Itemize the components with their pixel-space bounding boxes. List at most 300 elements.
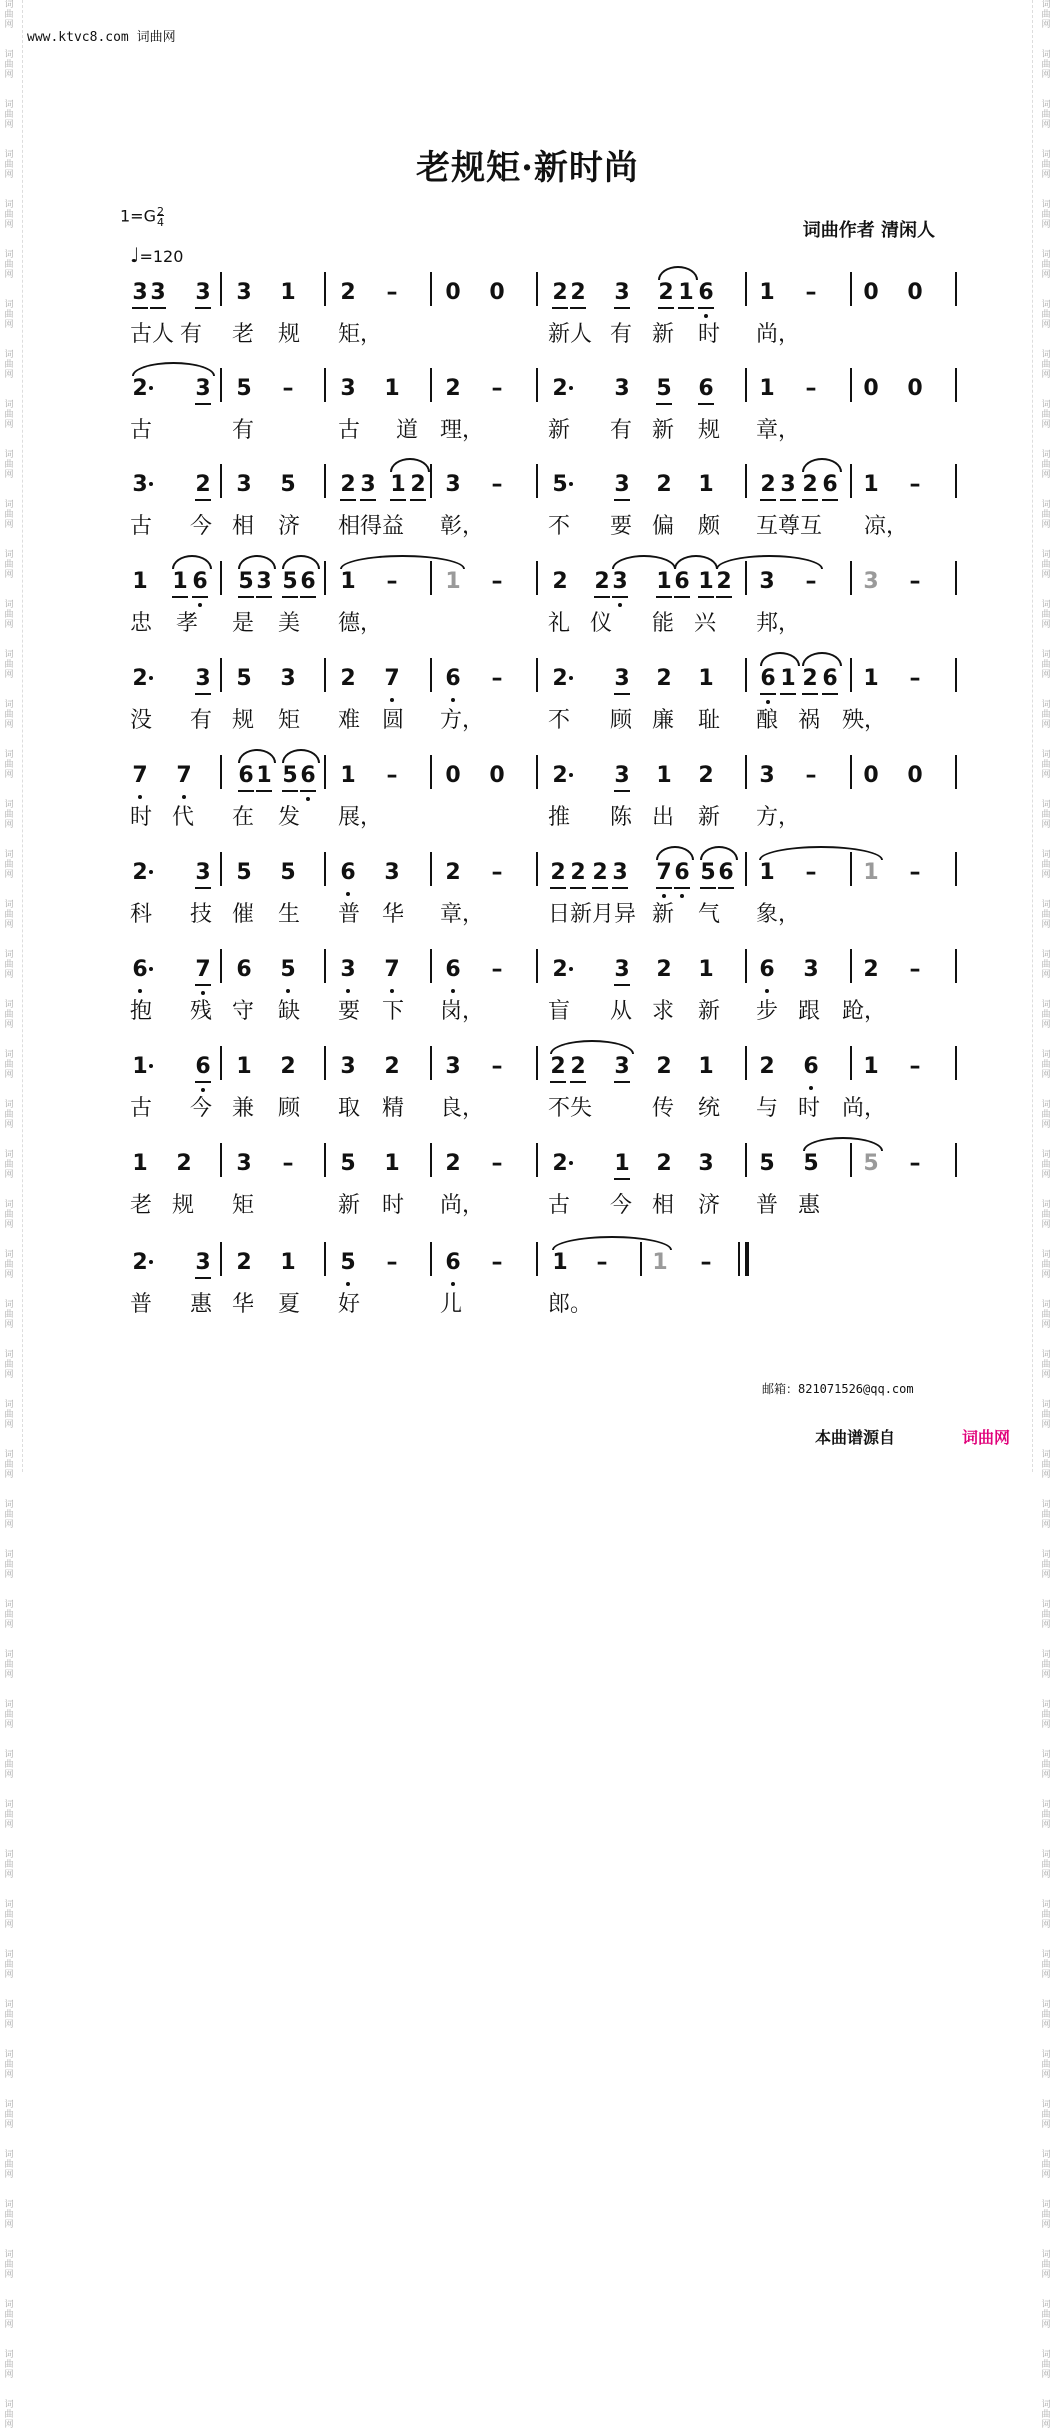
bar-line xyxy=(850,464,852,498)
note: 1 xyxy=(280,1250,296,1275)
note: 3 xyxy=(340,1054,356,1079)
lyric: 传 xyxy=(652,1096,675,1121)
lyric: 祸 xyxy=(798,708,821,733)
note: – xyxy=(805,376,817,401)
note: 6 xyxy=(235,763,257,789)
note: 7 xyxy=(173,763,195,789)
note: 2 xyxy=(552,376,568,401)
bar-line xyxy=(220,755,222,789)
note: 1 xyxy=(698,957,714,982)
bar-line xyxy=(536,755,538,789)
lyric: 忠 xyxy=(130,611,153,636)
lyric: 日新月异 xyxy=(548,902,637,927)
lyric: 华 xyxy=(232,1292,255,1317)
lyric: 生 xyxy=(278,902,301,927)
note: 3 xyxy=(132,472,148,497)
note: 2 xyxy=(445,1151,461,1176)
lyric: 要 xyxy=(338,999,361,1024)
note: 3 xyxy=(192,666,214,692)
note: 1 xyxy=(656,763,672,788)
note: – xyxy=(596,1250,608,1275)
low-octave-dot xyxy=(201,991,205,995)
bar-line xyxy=(745,464,747,498)
low-octave-dot xyxy=(346,892,350,896)
bar-line xyxy=(955,949,957,983)
note: 3 xyxy=(611,472,633,498)
low-octave-dot xyxy=(182,795,186,799)
lyric: 儿 xyxy=(440,1292,463,1317)
bar-line xyxy=(850,949,852,983)
bar-line xyxy=(220,1242,222,1276)
augmentation-dot xyxy=(149,1064,153,1068)
note: 1 xyxy=(340,569,356,594)
lyric: 圆 xyxy=(382,708,405,733)
lyric: 惠 xyxy=(798,1193,821,1218)
lyric: 彰， xyxy=(440,514,485,539)
note: 6 xyxy=(129,957,151,983)
bar-line xyxy=(536,272,538,306)
note: 2 xyxy=(445,860,461,885)
note: 2 xyxy=(567,1054,589,1080)
lyric: 新 xyxy=(698,999,721,1024)
bar-line xyxy=(745,1143,747,1177)
bar-line xyxy=(430,464,432,498)
note: 2 xyxy=(713,569,735,595)
note: 5 xyxy=(697,860,719,886)
note: 1 xyxy=(340,763,356,788)
lyric: 廉 xyxy=(652,708,675,733)
lyric: 今 xyxy=(190,1096,213,1121)
note: 7 xyxy=(381,666,403,692)
note: 3 xyxy=(445,1054,461,1079)
lyric: 出 xyxy=(652,805,675,830)
note: 3 xyxy=(611,280,633,306)
bar-line xyxy=(536,852,538,886)
note: 3 xyxy=(609,569,631,595)
lyric: 规 xyxy=(278,322,301,347)
score-system xyxy=(0,763,1055,853)
note: 0 xyxy=(907,763,923,788)
bar-line xyxy=(955,1046,957,1080)
lyric: 取 xyxy=(338,1096,361,1121)
lyric: 守 xyxy=(232,999,255,1024)
lyric: 步 xyxy=(756,999,779,1024)
note: 3 xyxy=(611,763,633,789)
lyric: 难 xyxy=(338,708,361,733)
note: – xyxy=(805,860,817,885)
note: 2 xyxy=(656,957,672,982)
note: 3 xyxy=(192,860,214,886)
lyric: 古 xyxy=(130,418,153,443)
lyric: 仪 xyxy=(590,611,613,636)
note: 2 xyxy=(445,376,461,401)
lyric: 不失 xyxy=(548,1096,593,1121)
slur xyxy=(658,266,698,280)
note: 1 xyxy=(863,666,879,691)
note: 5 xyxy=(653,376,675,402)
contact-email: 邮箱：821071526@qq.com xyxy=(762,1382,914,1396)
low-octave-dot xyxy=(138,795,142,799)
lyric: 相 xyxy=(232,514,255,539)
note: 6 xyxy=(695,376,717,402)
bar-line xyxy=(850,755,852,789)
note: 6 xyxy=(297,569,319,595)
note: 1 xyxy=(253,763,275,789)
low-octave-dot xyxy=(198,603,202,607)
note: – xyxy=(909,666,921,691)
note: 2 xyxy=(552,1151,568,1176)
bar-line xyxy=(850,1046,852,1080)
bar-line xyxy=(955,852,957,886)
note: 7 xyxy=(129,763,151,789)
note: 6 xyxy=(297,763,319,789)
note: 3 xyxy=(192,280,214,306)
note: 5 xyxy=(236,376,252,401)
note: – xyxy=(491,860,503,885)
low-octave-dot xyxy=(662,894,666,898)
bar-line xyxy=(220,1046,222,1080)
lyric: 普 xyxy=(338,902,361,927)
bar-line xyxy=(955,755,957,789)
bar-line xyxy=(536,949,538,983)
note: 1 xyxy=(132,1054,148,1079)
note: 5 xyxy=(280,472,296,497)
note: 6 xyxy=(442,666,464,692)
bar-line xyxy=(536,1242,538,1276)
low-octave-dot xyxy=(286,989,290,993)
source-label: 本曲谱源自 xyxy=(815,1428,896,1447)
note: 3 xyxy=(759,569,775,594)
lyric: 尚， xyxy=(842,1096,887,1121)
bar-line xyxy=(324,1242,326,1276)
bar-line xyxy=(324,755,326,789)
note: 2 xyxy=(656,1151,672,1176)
low-octave-dot xyxy=(306,797,310,801)
bar-line xyxy=(430,1242,432,1276)
bar-line xyxy=(850,272,852,306)
bar-line xyxy=(220,658,222,692)
note: 5 xyxy=(236,860,252,885)
lyric: 时 xyxy=(382,1193,405,1218)
note: 3 xyxy=(357,472,379,498)
note: 1 xyxy=(652,1250,668,1275)
note: 2 xyxy=(280,1054,296,1079)
note: 3 xyxy=(803,957,819,982)
lyric: 科 xyxy=(130,902,153,927)
low-octave-dot xyxy=(704,314,708,318)
lyric: 尚， xyxy=(756,322,801,347)
lyric: 普 xyxy=(756,1193,779,1218)
note: 3 xyxy=(611,1054,633,1080)
lyric: 时 xyxy=(130,805,153,830)
note: 2 xyxy=(132,1250,148,1275)
note: 2 xyxy=(384,1054,400,1079)
bar-line xyxy=(430,658,432,692)
bar-line xyxy=(430,1143,432,1177)
augmentation-dot xyxy=(149,1260,153,1264)
lyric: 时 xyxy=(798,1096,821,1121)
note: – xyxy=(909,1151,921,1176)
note: – xyxy=(282,376,294,401)
augmentation-dot xyxy=(149,870,153,874)
lyric: 不 xyxy=(548,708,571,733)
note: 2 xyxy=(552,569,568,594)
score-system xyxy=(0,376,1055,466)
augmentation-dot xyxy=(569,967,573,971)
lyric: 理， xyxy=(440,418,485,443)
bar-line xyxy=(430,755,432,789)
augmentation-dot xyxy=(569,773,573,777)
score-system xyxy=(0,1250,1055,1340)
augmentation-dot xyxy=(149,482,153,486)
lyric: 良， xyxy=(440,1096,485,1121)
bar-line xyxy=(430,272,432,306)
note: 2 xyxy=(547,860,569,886)
lyric: 矩 xyxy=(232,1193,255,1218)
score-system xyxy=(0,957,1055,1047)
note: 3 xyxy=(236,1151,252,1176)
right-watermark-strip: 词 曲 网 词 曲 网 词 曲 网 词 曲 网 词 曲 网 词 曲 网 词 曲 网 词 曲 网 词 曲 网 词 曲 网 词 曲 网 词 曲 网 词 曲 网 词 曲 网 词 曲 网 词 曲 网 词 曲 网 词 曲 网 词 曲 网 词 曲 网 词 曲 网 词 曲 网 词 曲 网 词 曲 网 词 曲 网 词 曲 网 词 曲 网 词 曲 网 词 曲 网 词 曲 网 词 曲 网 词 曲 网 词 曲 网 词 曲 网 词 曲 网 词 曲 网 词 曲 网 词 曲 网 词 曲 网 词 曲 网 词 曲 网 词 曲 网 词 曲 网 词 曲 网 词 曲 网 词 曲 网 词 曲 网 词 曲 网 词 曲 网 xyxy=(1041,0,1051,2430)
note: 3 xyxy=(614,376,630,401)
lyric: 规 xyxy=(232,708,255,733)
low-octave-dot xyxy=(451,1282,455,1286)
note: 5 xyxy=(235,569,257,595)
bar-line xyxy=(220,852,222,886)
left-watermark-strip: 词 曲 网 词 曲 网 词 曲 网 词 曲 网 词 曲 网 词 曲 网 词 曲 网 词 曲 网 词 曲 网 词 曲 网 词 曲 网 词 曲 网 词 曲 网 词 曲 网 词 曲 网 词 曲 网 词 曲 网 词 曲 网 词 曲 网 词 曲 网 词 曲 网 词 曲 网 词 曲 网 词 曲 网 词 曲 网 词 曲 网 词 曲 网 词 曲 网 词 曲 网 词 曲 网 词 曲 网 词 曲 网 词 曲 网 词 曲 网 词 曲 网 词 曲 网 词 曲 网 词 曲 网 词 曲 网 词 曲 网 词 曲 网 词 曲 网 词 曲 网 词 曲 网 词 曲 网 词 曲 网 词 曲 网 词 曲 网 词 曲 网 xyxy=(4,0,14,2430)
note: 2 xyxy=(567,860,589,886)
note: – xyxy=(386,280,398,305)
lyric: 古 xyxy=(548,1193,571,1218)
note: 1 xyxy=(445,569,461,594)
score-system xyxy=(0,472,1055,562)
note: 6 xyxy=(671,569,693,595)
note: 3 xyxy=(147,280,169,306)
augmentation-dot xyxy=(569,1161,573,1165)
bar-line xyxy=(220,561,222,595)
bar-line xyxy=(220,464,222,498)
bar-line xyxy=(430,368,432,402)
bar-line xyxy=(220,1143,222,1177)
note: 0 xyxy=(907,280,923,305)
bar-line xyxy=(536,561,538,595)
note: 0 xyxy=(863,280,879,305)
lyric: 惠 xyxy=(190,1292,213,1317)
bar-line xyxy=(324,949,326,983)
note: 2 xyxy=(799,472,821,498)
note: 1 xyxy=(863,472,879,497)
low-octave-dot xyxy=(809,1086,813,1090)
note: 6 xyxy=(715,860,737,886)
bar-line xyxy=(745,949,747,983)
lyric: 盲 xyxy=(548,999,571,1024)
bar-line xyxy=(850,561,852,595)
lyric: 展， xyxy=(338,805,383,830)
lyric: 没 xyxy=(130,708,153,733)
lyric: 华 xyxy=(382,902,405,927)
lyric: 矩， xyxy=(338,322,383,347)
low-octave-dot xyxy=(346,989,350,993)
low-octave-dot xyxy=(618,603,622,607)
lyric: 规 xyxy=(172,1193,195,1218)
note: 2 xyxy=(656,666,672,691)
note: 6 xyxy=(337,860,359,886)
score-system xyxy=(0,280,1055,370)
note: 2 xyxy=(552,763,568,788)
lyric: 章， xyxy=(756,418,801,443)
bar-line xyxy=(536,1046,538,1080)
note: 5 xyxy=(337,1250,359,1276)
lyric: 时 xyxy=(698,322,721,347)
bar-line xyxy=(955,1143,957,1177)
bar-line xyxy=(324,272,326,306)
lyric: 有 xyxy=(232,418,255,443)
lyric: 技 xyxy=(190,902,213,927)
note: 3 xyxy=(129,280,151,306)
lyric: 抱 xyxy=(130,999,153,1024)
augmentation-dot xyxy=(569,676,573,680)
brand-logo-text: 词曲网 xyxy=(962,1428,1011,1447)
lyric: 老 xyxy=(232,322,255,347)
note: 2 xyxy=(759,1054,775,1079)
note: 5 xyxy=(280,860,296,885)
lyric: 尚， xyxy=(440,1193,485,1218)
note: 6 xyxy=(192,1054,214,1080)
note: 3 xyxy=(863,569,879,594)
note: 2 xyxy=(340,280,356,305)
note: 1 xyxy=(863,1054,879,1079)
note: 1 xyxy=(552,1250,568,1275)
note: 3 xyxy=(340,376,356,401)
note: 7 xyxy=(381,957,403,983)
note: 5 xyxy=(279,569,301,595)
note: 3 xyxy=(611,666,633,692)
lyric: 下 xyxy=(382,999,405,1024)
low-octave-dot xyxy=(680,894,684,898)
lyric: 郎。 xyxy=(548,1292,593,1317)
lyric: 古人 xyxy=(130,322,175,347)
note: 0 xyxy=(489,763,505,788)
low-octave-dot xyxy=(390,989,394,993)
note: 6 xyxy=(819,472,841,498)
note: 2 xyxy=(176,1151,192,1176)
note: 1 xyxy=(759,376,775,401)
augmentation-dot xyxy=(149,676,153,680)
lyric: 章， xyxy=(440,902,485,927)
note: 2 xyxy=(552,957,568,982)
site-url: www.ktvc8.com 词曲网 xyxy=(27,30,176,45)
lyric: 古 xyxy=(130,1096,153,1121)
note: 2 xyxy=(236,1250,252,1275)
bar-line xyxy=(745,1242,749,1276)
note: – xyxy=(909,957,921,982)
lyric: 新 xyxy=(338,1193,361,1218)
lyric: 礼 xyxy=(548,611,571,636)
lyric: 偏 xyxy=(652,514,675,539)
lyric: 兼 xyxy=(232,1096,255,1121)
note: 5 xyxy=(277,957,299,983)
note: – xyxy=(491,957,503,982)
note: 2 xyxy=(863,957,879,982)
lyric: 象， xyxy=(756,902,801,927)
bar-line xyxy=(738,1242,740,1276)
note: 2 xyxy=(132,376,148,401)
author-credit: 词曲作者 清闲人 xyxy=(802,220,935,241)
bar-line xyxy=(955,561,957,595)
note: 6 xyxy=(695,280,717,306)
low-octave-dot xyxy=(346,1282,350,1286)
bar-line xyxy=(850,658,852,692)
note: 1 xyxy=(169,569,191,595)
lyric: 规 xyxy=(698,418,721,443)
augmentation-dot xyxy=(149,386,153,390)
bar-line xyxy=(745,368,747,402)
lyric: 古 xyxy=(130,514,153,539)
note: 3 xyxy=(280,666,296,691)
score-system xyxy=(0,1054,1055,1144)
lyric: 残 xyxy=(190,999,213,1024)
lyric: 新 xyxy=(652,322,675,347)
bar-line xyxy=(536,368,538,402)
note: 1 xyxy=(653,569,675,595)
low-octave-dot xyxy=(766,700,770,704)
lyric: 统 xyxy=(698,1096,721,1121)
note: 5 xyxy=(279,763,301,789)
note: 2 xyxy=(547,1054,569,1080)
note: 2 xyxy=(340,666,356,691)
note: 2 xyxy=(132,666,148,691)
lyric: 凉， xyxy=(864,514,909,539)
note: – xyxy=(491,472,503,497)
note: 3 xyxy=(236,472,252,497)
lyric: 耻 xyxy=(698,708,721,733)
lyric: 不 xyxy=(548,514,571,539)
low-octave-dot xyxy=(138,989,142,993)
lyric: 有 xyxy=(610,418,633,443)
bar-line xyxy=(955,464,957,498)
lyric: 新 xyxy=(652,902,675,927)
lyric: 殃， xyxy=(842,708,887,733)
bar-line xyxy=(324,464,326,498)
lyric: 美 xyxy=(278,611,301,636)
bar-line xyxy=(850,368,852,402)
note: – xyxy=(805,280,817,305)
low-octave-dot xyxy=(451,698,455,702)
time-bottom: 4 xyxy=(156,216,164,229)
note: – xyxy=(491,1250,503,1275)
lyric: 普 xyxy=(130,1292,153,1317)
lyric: 相得益 xyxy=(338,514,405,539)
bar-line xyxy=(324,561,326,595)
note: 6 xyxy=(819,666,841,692)
note: 1 xyxy=(132,569,148,594)
note: 3 xyxy=(253,569,275,595)
bar-line xyxy=(220,949,222,983)
score-system xyxy=(0,666,1055,756)
note: 1 xyxy=(387,472,409,498)
note: 3 xyxy=(384,860,400,885)
note: 1 xyxy=(759,860,775,885)
note: 3 xyxy=(609,860,631,886)
bar-line xyxy=(955,272,957,306)
lyric: 兴 xyxy=(694,611,717,636)
note: 6 xyxy=(756,957,778,983)
note: 6 xyxy=(757,666,779,692)
quarter-note-icon: ♩ xyxy=(130,243,140,267)
note: 2 xyxy=(591,569,613,595)
note: – xyxy=(491,1151,503,1176)
bar-line xyxy=(430,949,432,983)
note: 1 xyxy=(698,666,714,691)
